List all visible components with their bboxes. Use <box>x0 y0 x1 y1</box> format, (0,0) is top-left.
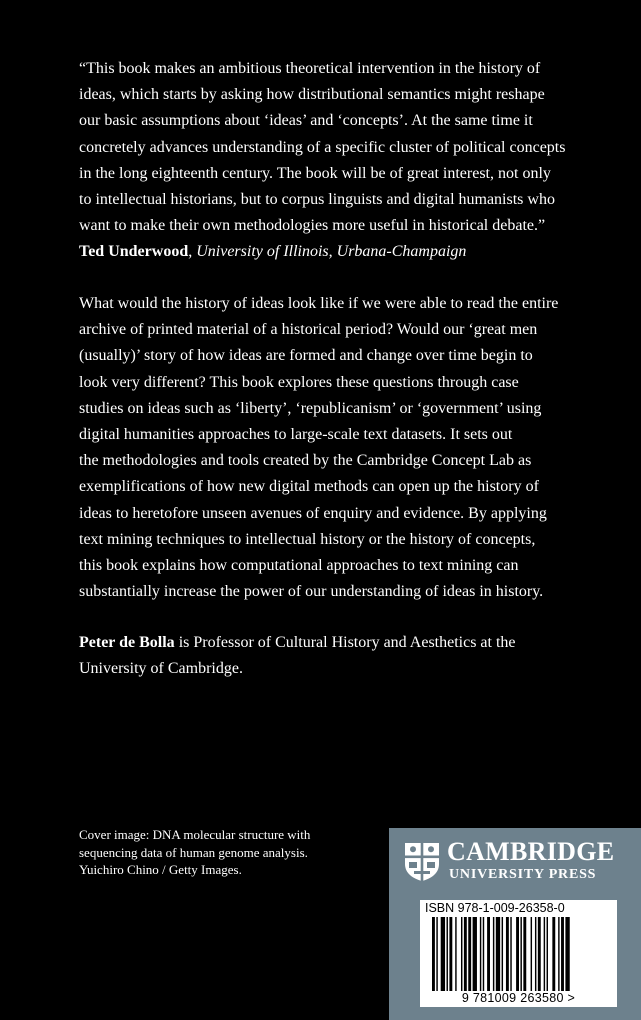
barcode-bar <box>468 917 471 991</box>
barcode-bar <box>487 917 490 991</box>
barcode-bar <box>558 917 559 991</box>
endorsement-quote <box>79 56 599 266</box>
description-line: archive of printed material of a historical period? Would our ‘great men <box>79 321 538 339</box>
description-line: text mining techniques to intellectual history or the history of concepts, <box>79 530 536 548</box>
barcode-bar <box>516 917 519 991</box>
barcode-bar <box>461 917 462 991</box>
barcode-bar <box>502 917 503 991</box>
bio-line <box>79 630 599 656</box>
barcode-bar <box>464 917 467 991</box>
description-line: studies on ideas such as ‘liberty’, ‘republicanism’ or ‘government’ using <box>79 399 542 417</box>
barcode-bar <box>544 917 545 991</box>
barcode-bar <box>547 917 548 991</box>
description-line: exemplifications of how new digital methods can open up the history of <box>79 478 539 496</box>
barcode-bar <box>449 917 452 991</box>
quote-line: in the long eighteenth century. The book will be of great interest, not only <box>79 164 551 182</box>
barcode-bar <box>506 917 509 991</box>
quote-line: concretely advances understanding of a specific cluster of political concepts <box>79 138 566 156</box>
publisher-name: CAMBRIDGE <box>447 837 615 866</box>
cambridge-shield-icon <box>404 842 440 882</box>
barcode-bar <box>473 917 477 991</box>
description-line: ideas to heretofore unseen avenues of enquiry and evidence. By applying <box>79 504 547 522</box>
barcode-bar <box>436 917 437 991</box>
credit-line: Yuichiro Chino / Getty Images. <box>79 862 242 877</box>
barcode-bar <box>496 917 500 991</box>
barcode-bar <box>441 917 445 991</box>
barcode-bar <box>432 917 435 991</box>
barcode-bar <box>510 917 511 991</box>
barcode-bar <box>561 917 564 991</box>
description-line: substantially increase the power of our understanding of ideas in history. <box>79 583 544 601</box>
quote-affiliation: University of Illinois, Urbana-Champaign <box>196 243 467 261</box>
isbn-barcode <box>420 900 617 1007</box>
quote-line: want to make their own methodologies more useful in historical debate.” <box>79 217 546 235</box>
quote-line: to intellectual historians, but to corpus linguists and digital humanists who <box>79 191 555 209</box>
cover-image-credit <box>79 826 310 879</box>
bio-line: University of Cambridge. <box>79 660 243 678</box>
barcode-bar <box>483 917 484 991</box>
credit-line: Cover image: DNA molecular structure with <box>79 827 311 842</box>
description-line: look very different? This book explores these questions through case <box>79 373 519 391</box>
isbn-number: ISBN 978-1-009-26358-0 <box>425 901 565 915</box>
barcode-bar <box>565 917 569 991</box>
barcode-bar <box>535 917 536 991</box>
quote-line: our basic assumptions about ‘ideas’ and ‘concepts’. At the same time it <box>79 112 533 130</box>
barcode-bars <box>424 917 613 995</box>
description-line: this book explains how computational approaches to text mining can <box>79 557 519 575</box>
barcode-bar <box>531 917 532 991</box>
description-line: (usually)’ story of how ideas are formed and change over time begin to <box>79 347 533 365</box>
barcode-digits: 9 781009 263580 > <box>461 991 576 1005</box>
description-line: What would the history of ideas look like if we were able to read the entire <box>79 295 559 312</box>
barcode-bar <box>523 917 526 991</box>
quote-line: “This book makes an ambitious theoretical intervention in the history of <box>79 60 541 77</box>
description-line: digital humanities approaches to large-scale text datasets. It sets out <box>79 426 513 444</box>
description-line: the methodologies and tools created by the Cambridge Concept Lab as <box>79 452 532 470</box>
quote-author: Ted Underwood <box>79 243 189 261</box>
book-description <box>79 291 599 605</box>
bio-text: is Professor of Cultural History and Aesthetics at the <box>174 634 516 651</box>
barcode-bar <box>480 917 481 991</box>
credit-line: sequencing data of human genome analysis. <box>79 844 308 860</box>
barcode-bar <box>520 917 521 991</box>
publisher-subname: UNIVERSITY PRESS <box>449 867 597 882</box>
author-bio <box>79 630 599 682</box>
barcode-bar <box>493 917 494 991</box>
attribution-separator: , <box>188 243 193 261</box>
quote-line: ideas, which starts by asking how distributional semantics might reshape <box>79 86 545 104</box>
publisher-panel <box>389 828 641 1020</box>
bio-author-name: Peter de Bolla <box>79 634 175 651</box>
quote-attribution <box>79 239 599 265</box>
barcode-bar <box>455 917 456 991</box>
barcode-bar <box>538 917 541 991</box>
barcode-bar <box>552 917 555 991</box>
barcode-bar <box>447 917 448 991</box>
